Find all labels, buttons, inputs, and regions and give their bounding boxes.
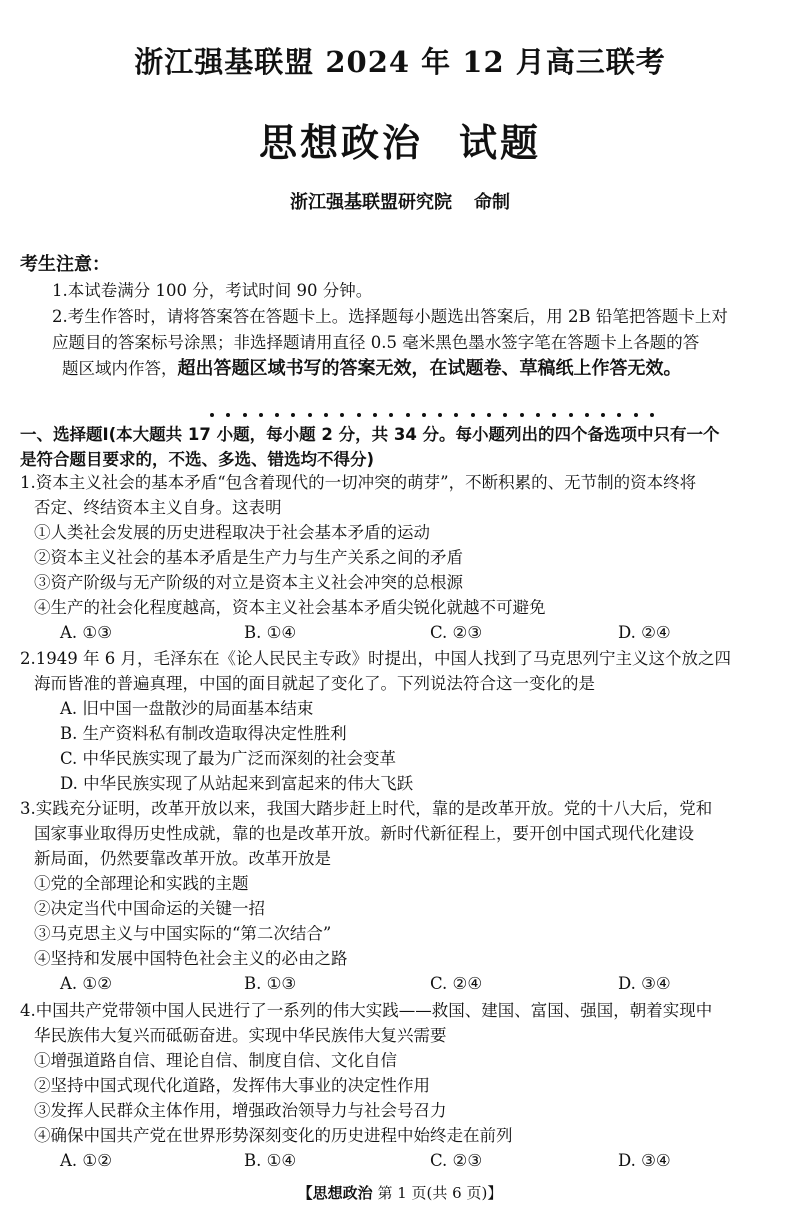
question-1 [20, 470, 780, 645]
question-stem: 否定、终结资本主义自身。这表明 [34, 498, 282, 517]
option-a[interactable]: A. ①③ [60, 623, 112, 642]
emphasis-dot [471, 413, 475, 417]
option-b[interactable]: B. ①④ [244, 1151, 297, 1170]
statement-1: ①增强道路自信、理论自信、制度自信、文化自信 [34, 1051, 397, 1070]
question-stem: 新局面，仍然要靠改革开放。改革开放是 [34, 849, 331, 868]
emphasis-dot [291, 413, 295, 417]
issuer-line [0, 188, 800, 214]
question-2 [20, 646, 780, 796]
emphasis-dot [373, 413, 377, 417]
notice-item-2-line-2: 应题目的答案标号涂黑；非选择题请用直径 0.5 毫米黑色墨水签字笔在答题卡上各题的答 [52, 333, 700, 352]
option-a[interactable]: A. ①② [60, 974, 112, 993]
statement-3: ③马克思主义与中国实际的“第二次结合” [34, 924, 332, 943]
question-stem: 4.中国共产党带领中国人民进行了一系列的伟大实践——救国、建国、富国、强国，朝着实现中 [20, 1001, 713, 1020]
option-c[interactable]: C. ②③ [430, 623, 483, 642]
section-title-line-1: 一、选择题Ⅰ(本大题共 17 小题，每小题 2 分，共 34 分。每小题列出的四个备选项中只有一个 [20, 425, 720, 444]
notice-item-1: 1.本试卷满分 100 分，考试时间 90 分钟。 [52, 281, 373, 300]
footer-page-number: 第 1 页(共 6 页)】 [377, 1184, 503, 1202]
question-3 [20, 796, 780, 996]
page-footer [0, 1182, 800, 1203]
option-c[interactable]: C. 中华民族实现了最为广泛而深刻的社会变革 [60, 749, 397, 768]
notice-heading: 考生注意： [20, 254, 110, 275]
emphasis-dot [601, 413, 605, 417]
option-d[interactable]: D. ②④ [618, 623, 671, 642]
issuer-role: 命制 [474, 192, 510, 213]
issuer-name: 浙江强基联盟研究院 [290, 192, 452, 213]
question-stem: 国家事业取得历史性成就，靠的也是改革开放。新时代新征程上，要开创中国式现代化建设 [34, 824, 694, 843]
emphasis-dot [226, 413, 230, 417]
footer-subject: 【思想政治 [297, 1184, 373, 1202]
emphasis-dot [422, 413, 426, 417]
emphasis-dot [503, 413, 507, 417]
option-d[interactable]: D. 中华民族实现了从站起来到富起来的伟大飞跃 [60, 774, 414, 793]
subject-name: 思想政治 [258, 120, 423, 165]
question-stem: 华民族伟大复兴而砥砺奋进。实现中华民族伟大复兴需要 [34, 1026, 447, 1045]
emphasis-dot [389, 413, 393, 417]
emphasis-dot [650, 413, 654, 417]
section-title-line-2: 是符合题目要求的，不选、多选、错选均不得分) [20, 450, 375, 469]
emphasis-dot [569, 413, 573, 417]
emphasis-dot [357, 413, 361, 417]
answer-options [20, 971, 780, 996]
notice-emphasis: 超出答题区域书写的答案无效，在试题卷、草稿纸上作答无效。 [177, 358, 682, 379]
option-b[interactable]: B. ①③ [244, 974, 297, 993]
option-a[interactable]: A. 旧中国一盘散沙的局面基本结束 [60, 699, 314, 718]
question-stem: 海而皆准的普遍真理，中国的面目就起了变化了。下列说法符合这一变化的是 [34, 674, 595, 693]
question-4 [20, 998, 780, 1173]
answer-options [20, 1148, 780, 1173]
statement-2: ②坚持中国式现代化道路，发挥伟大事业的决定性作用 [34, 1076, 430, 1095]
option-d[interactable]: D. ③④ [618, 1151, 671, 1170]
paper-type: 试题 [459, 120, 542, 165]
emphasis-dot [406, 413, 410, 417]
statement-4: ④生产的社会化程度越高，资本主义社会基本矛盾尖锐化就越不可避免 [34, 598, 546, 617]
notice-item-2-line-3 [62, 356, 788, 382]
question-stem: 1.资本主义社会的基本矛盾“包含着现代的一切冲突的萌芽”，不断积累的、无节制的资本终将 [20, 473, 697, 492]
emphasis-dot [552, 413, 556, 417]
statement-2: ②资本主义社会的基本矛盾是生产力与生产关系之间的矛盾 [34, 548, 463, 567]
emphasis-dot [210, 413, 214, 417]
emphasis-dot [585, 413, 589, 417]
emphasis-dot [617, 413, 621, 417]
statement-4: ④坚持和发展中国特色社会主义的必由之路 [34, 949, 348, 968]
statement-4: ④确保中国共产党在世界形势深刻变化的历史进程中始终走在前列 [34, 1126, 513, 1145]
section-heading [20, 422, 780, 472]
emphasis-dot [536, 413, 540, 417]
notice-item-2-line-1: 2.考生作答时，请将答案答在答题卡上。选择题每小题选出答案后，用 2B 铅笔把答题卡上对 [52, 307, 728, 326]
emphasis-dot [520, 413, 524, 417]
option-c[interactable]: C. ②③ [430, 1151, 483, 1170]
emphasis-dot [340, 413, 344, 417]
question-stem: 2.1949 年 6 月，毛泽东在《论人民民主专政》时提出，中国人找到了马克思列宁主义这个放之四 [20, 649, 731, 668]
answer-options [20, 620, 780, 645]
question-stem: 3.实践充分证明，改革开放以来，我国大踏步赶上时代，靠的是改革开放。党的十八大后，党和 [20, 799, 713, 818]
emphasis-dot [259, 413, 263, 417]
notice-text: 题区域内作答， [62, 359, 178, 378]
statement-2: ②决定当代中国命运的关键一招 [34, 899, 265, 918]
statement-3: ③资产阶级与无产阶级的对立是资本主义社会冲突的总根源 [34, 573, 463, 592]
option-b[interactable]: B. ①④ [244, 623, 297, 642]
emphasis-dot [324, 413, 328, 417]
statement-1: ①党的全部理论和实践的主题 [34, 874, 249, 893]
option-c[interactable]: C. ②④ [430, 974, 483, 993]
option-a[interactable]: A. ①② [60, 1151, 112, 1170]
statement-3: ③发挥人民群众主体作用，增强政治领导力与社会号召力 [34, 1101, 447, 1120]
exam-title: 浙江强基联盟 2024 年 12 月高三联考 [134, 45, 666, 79]
emphasis-dot [487, 413, 491, 417]
emphasis-dot [308, 413, 312, 417]
statement-1: ①人类社会发展的历史进程取决于社会基本矛盾的运动 [34, 523, 430, 542]
emphasis-dot [438, 413, 442, 417]
emphasis-dot [634, 413, 638, 417]
option-b[interactable]: B. 生产资料私有制改造取得决定性胜利 [60, 724, 347, 743]
option-d[interactable]: D. ③④ [618, 974, 671, 993]
emphasis-dots [210, 402, 750, 410]
paper-subtitle [0, 112, 800, 167]
emphasis-dot [275, 413, 279, 417]
emphasis-dot [243, 413, 247, 417]
emphasis-dot [454, 413, 458, 417]
